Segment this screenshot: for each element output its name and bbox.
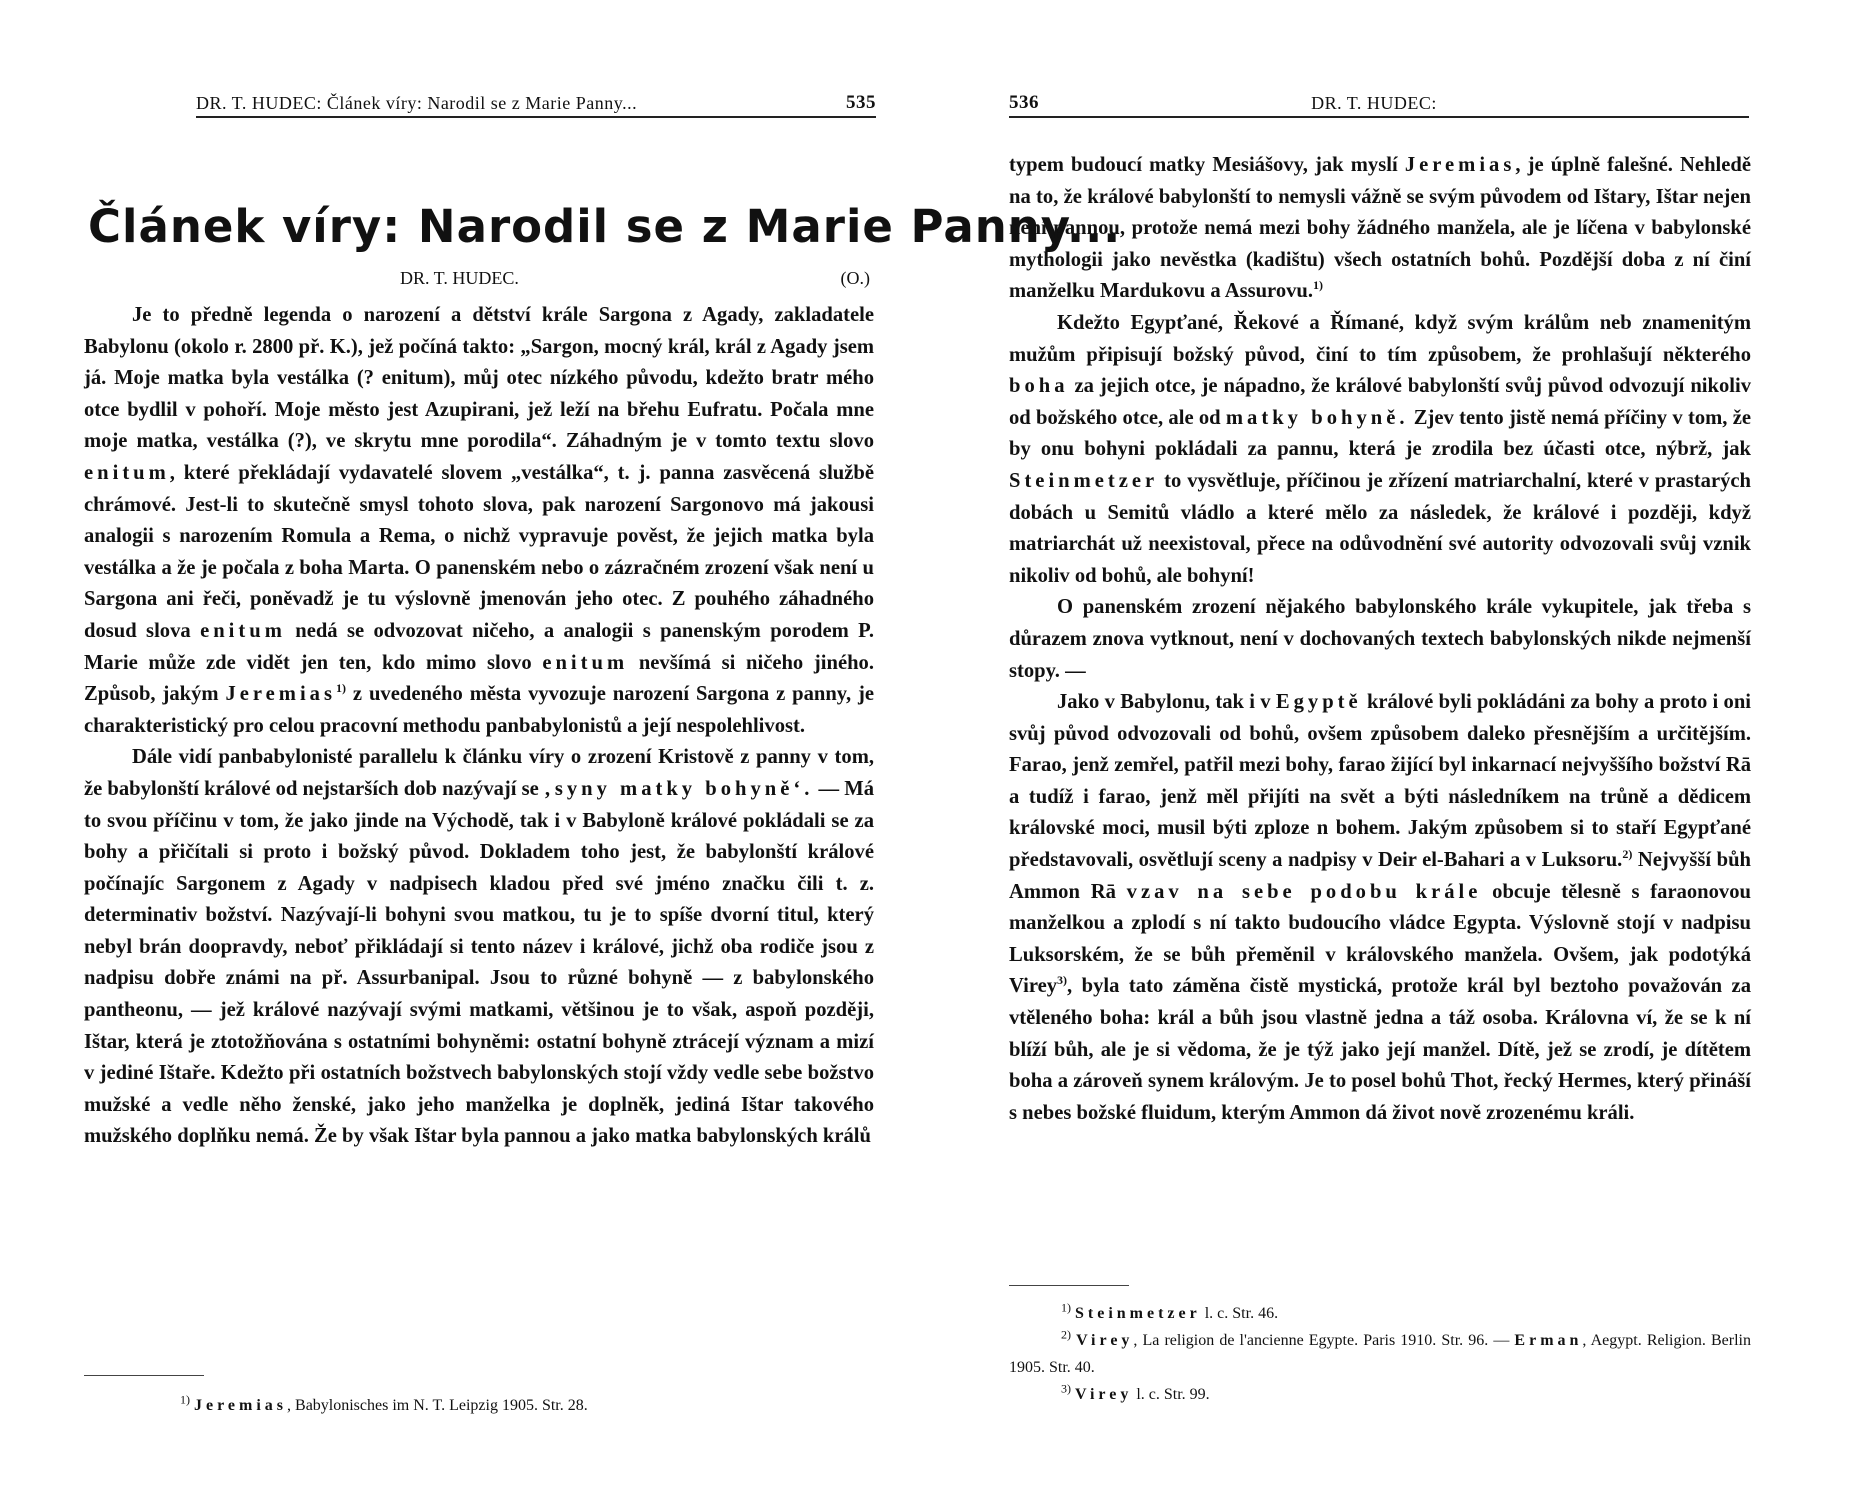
page-number: 536 <box>1009 92 1039 113</box>
footnote-rule <box>84 1375 204 1376</box>
footnote: $^{1)}$ Jeremias, Babylonisches im N. T. Leipzig 1905. Str. 28. <box>180 1392 588 1414</box>
header-rule <box>196 116 876 118</box>
footnote: $^{2)}$ Virey, La religion de l'ancienne Egypte. Paris 1910. Str. 96. — Erman, Aegypt. Religion. Berlin 1905. Str. 40. <box>1009 1327 1752 1376</box>
page-number: 535 <box>846 92 876 113</box>
left-body-text <box>84 300 874 1153</box>
paragraph: Dále vidí panbabylonisté parallelu k článku víry o zrození Kristově z panny v tom, že babylonští králové od nejstarších dob nazývají se ‚syny matky bohyně‘. — Má to svou příčinu v tom, že jako jinde na Východě, tak i v Babyloně králové pokládali se za bohy a přičítali si proto i božský původ. Dokladem toho jest, že babylonští králové počínajíc Sargonem z Agady v nadpisech kladou před své jméno značku čili t. z. determinativ božství. Nazývají-li bohyni svou matkou, tu je to spíše dvorní titul, který nebyl brán doopravdy, neboť přikládají si tento název i králové, jichž oba rodiče jsou z nadpisu dobře známi na př. Assurbanipal. Jsou to různé bohyně — z babylonského pantheonu, — jež králové nazývají svými matkami, většinou je to však, aspoň později, Ištar, která je ztotožňována s ostatními bohyněmi: ostatní bohyně ztrácejí význam a mizí v jediné Ištaře. Kdežto při ostatních božstvech babylonských stojí vždy vedle sebe božstvo mužské a vedle něho ženské, jako jeho manželka je doplněk, jediná Ištar takového mužského doplňku nemá. Že by však Ištar byla pannou a jako matka babylonských králů <box>84 746 874 1148</box>
paragraph: Jako v Babylonu, tak i v Egyptě králové byli pokládáni za bohy a proto i oni svůj původ odvozovali od bohů, ovšem způsobem daleko přesnějším a určitějším. Farao, jenž zemřel, patřil mezi bohy, farao žijící byl inkarnací nejvyššího božství Rā a tudíž i farao, jenž měl přijíti na svět a býti následníkem na trůně a dědicem královské moci, musil býti zploze n bohem. Jakým způsobem si to staří Egypťané představovali, osvětlují sceny a nadpisy v Deir el-Bahari a v Luksoru.$^{2)}$ Nejvyšší bůh Ammon Rā vzav na sebe podobu krále obcuje tělesně s faraonovou manželkou a zplodí s ní takto budoucího vládce Egypta. Výslovně stojí v nadpisu Luksorském, že se bůh přeměnil v královského manžela. Ovšem, jak podotýká Virey$^{3)}$, byla tato záměna čistě mystická, protože král byl beztoho považován za vtěleného boha: král a bůh jsou vlastně jedna a táž osoba. Královna ví, že se k ní blíží bůh, ale je si vědoma, že je týž jako její manžel. Dítě, jež se zrodí, je dítětem boha a zároveň synem královým. Je to posel bohů Thot, řecký Hermes, který přináší s nebes božské fluidum, kterým Ammon dá život nově zrozenému králi. <box>1009 691 1752 1124</box>
footnote-rule <box>1009 1285 1129 1286</box>
right-body-text <box>1009 150 1751 1129</box>
paragraph: Kdežto Egypťané, Řekové a Římané, když svým králům neb znamenitým mužům připisují božský původ, činí to tím způsobem, že prohlašují některého boha za jejich otce, je nápadno, že králové babylonští svůj původ odvozují nikoliv od božského otce, ale od matky bohyně. Zjev tento jistě nemá příčiny v tom, že by onu bohyni pokládali za pannu, která je zrodila bez účasti otce, nýbrž, jak Steinmetzer to vysvětluje, příčinou je zřízení matriarchalní, které v prastarých dobách u Semitů vládlo a které mělo za následek, že králové i později, když matriarchát už neexistoval, přece na odůvodnění své autority odvozovali svůj vznik nikoliv od bohů, ale bohyní! <box>1009 311 1751 587</box>
author-mark: (O.) <box>840 268 870 288</box>
footnotes <box>128 1392 868 1419</box>
paragraph: typem budoucí matky Mesiášovy, jak myslí Jeremias, je úplně falešné. Nehledě na to, že králové babylonští to nemysli vážně se svým původem od Ištary, Ištar nejen není pannou, protože nemá mezi bohy žádného manžela, ale je líčena v babylonské mythologii jako nevěstka (kadištu) všech ostatních bohů. Pozdější doba z ní činí manželku Mardukovu a Assurovu.$^{1)}$ <box>1009 154 1751 303</box>
running-head-text: DR. T. HUDEC: Článek víry: Narodil se z Marie Panny... <box>196 93 638 113</box>
author-name: DR. T. HUDEC. <box>400 268 519 288</box>
running-head <box>196 92 876 114</box>
footnote: $^{3)}$ Virey l. c. Str. 99. <box>1061 1381 1210 1403</box>
paragraph: Je to předně legenda o narození a dětství krále Sargona z Agady, zakladatele Babylonu (okolo r. 2800 př. K.), jež počíná takto: „Sargon, mocný král, král z Agady jsem já. Moje matka byla vestálka (? enitum), můj otec nízkého původu, kdežto bratr mého otce bydlil v pohoří. Moje město jest Azupirani, jež leží na břehu Eufratu. Počala mne moje matka, vestálka (?), ve skrytu mne porodila“. Záhadným je v tomto textu slovo enitum, které překládají vydavatelé slovem „vestálka“, t. j. panna zasvěcená službě chrámové. Jest-li to skutečně smysl tohoto slova, pak narození Sargonovo má jakousi analogii s narozením Romula a Rema, o nichž vypravuje pověst, že jejich matka byla vestálka a že je počala z boha Marta. O panenském nebo o zázračném zrození však není u Sargona ani řeči, poněvadž je tu výslovně jmenován jeho otec. Z pouhého záhadného dosud slova enitum nedá se odvozovat ničeho, a analogii s panenským porodem P. Marie může zde vidět jen ten, kdo mimo slovo enitum nevšímá si ničeho jiného. Způsob, jakým Jeremias$^{1)}$ z uvedeného města vyvozuje narození Sargona z panny, je charakteristický pro celou pracovní methodu panbabylonistů a její nespolehlivost. <box>84 304 875 737</box>
footnote: $^{1)}$ Steinmetzer l. c. Str. 46. <box>1061 1300 1279 1322</box>
running-head <box>1009 92 1749 114</box>
article-title: Článek víry: Narodil se z Marie Panny... <box>88 200 1122 253</box>
author-line <box>400 268 870 289</box>
paragraph: O panenském zrození nějakého babylonského krále vykupitele, jak třeba s důrazem znova vytknout, není v dochovaných textech babylonských nikde nejmenší stopy. — <box>1009 596 1751 682</box>
footnotes <box>1009 1300 1751 1408</box>
right-page <box>933 0 1866 1501</box>
running-head-text: DR. T. HUDEC: <box>1311 93 1437 113</box>
header-rule <box>1009 116 1749 118</box>
